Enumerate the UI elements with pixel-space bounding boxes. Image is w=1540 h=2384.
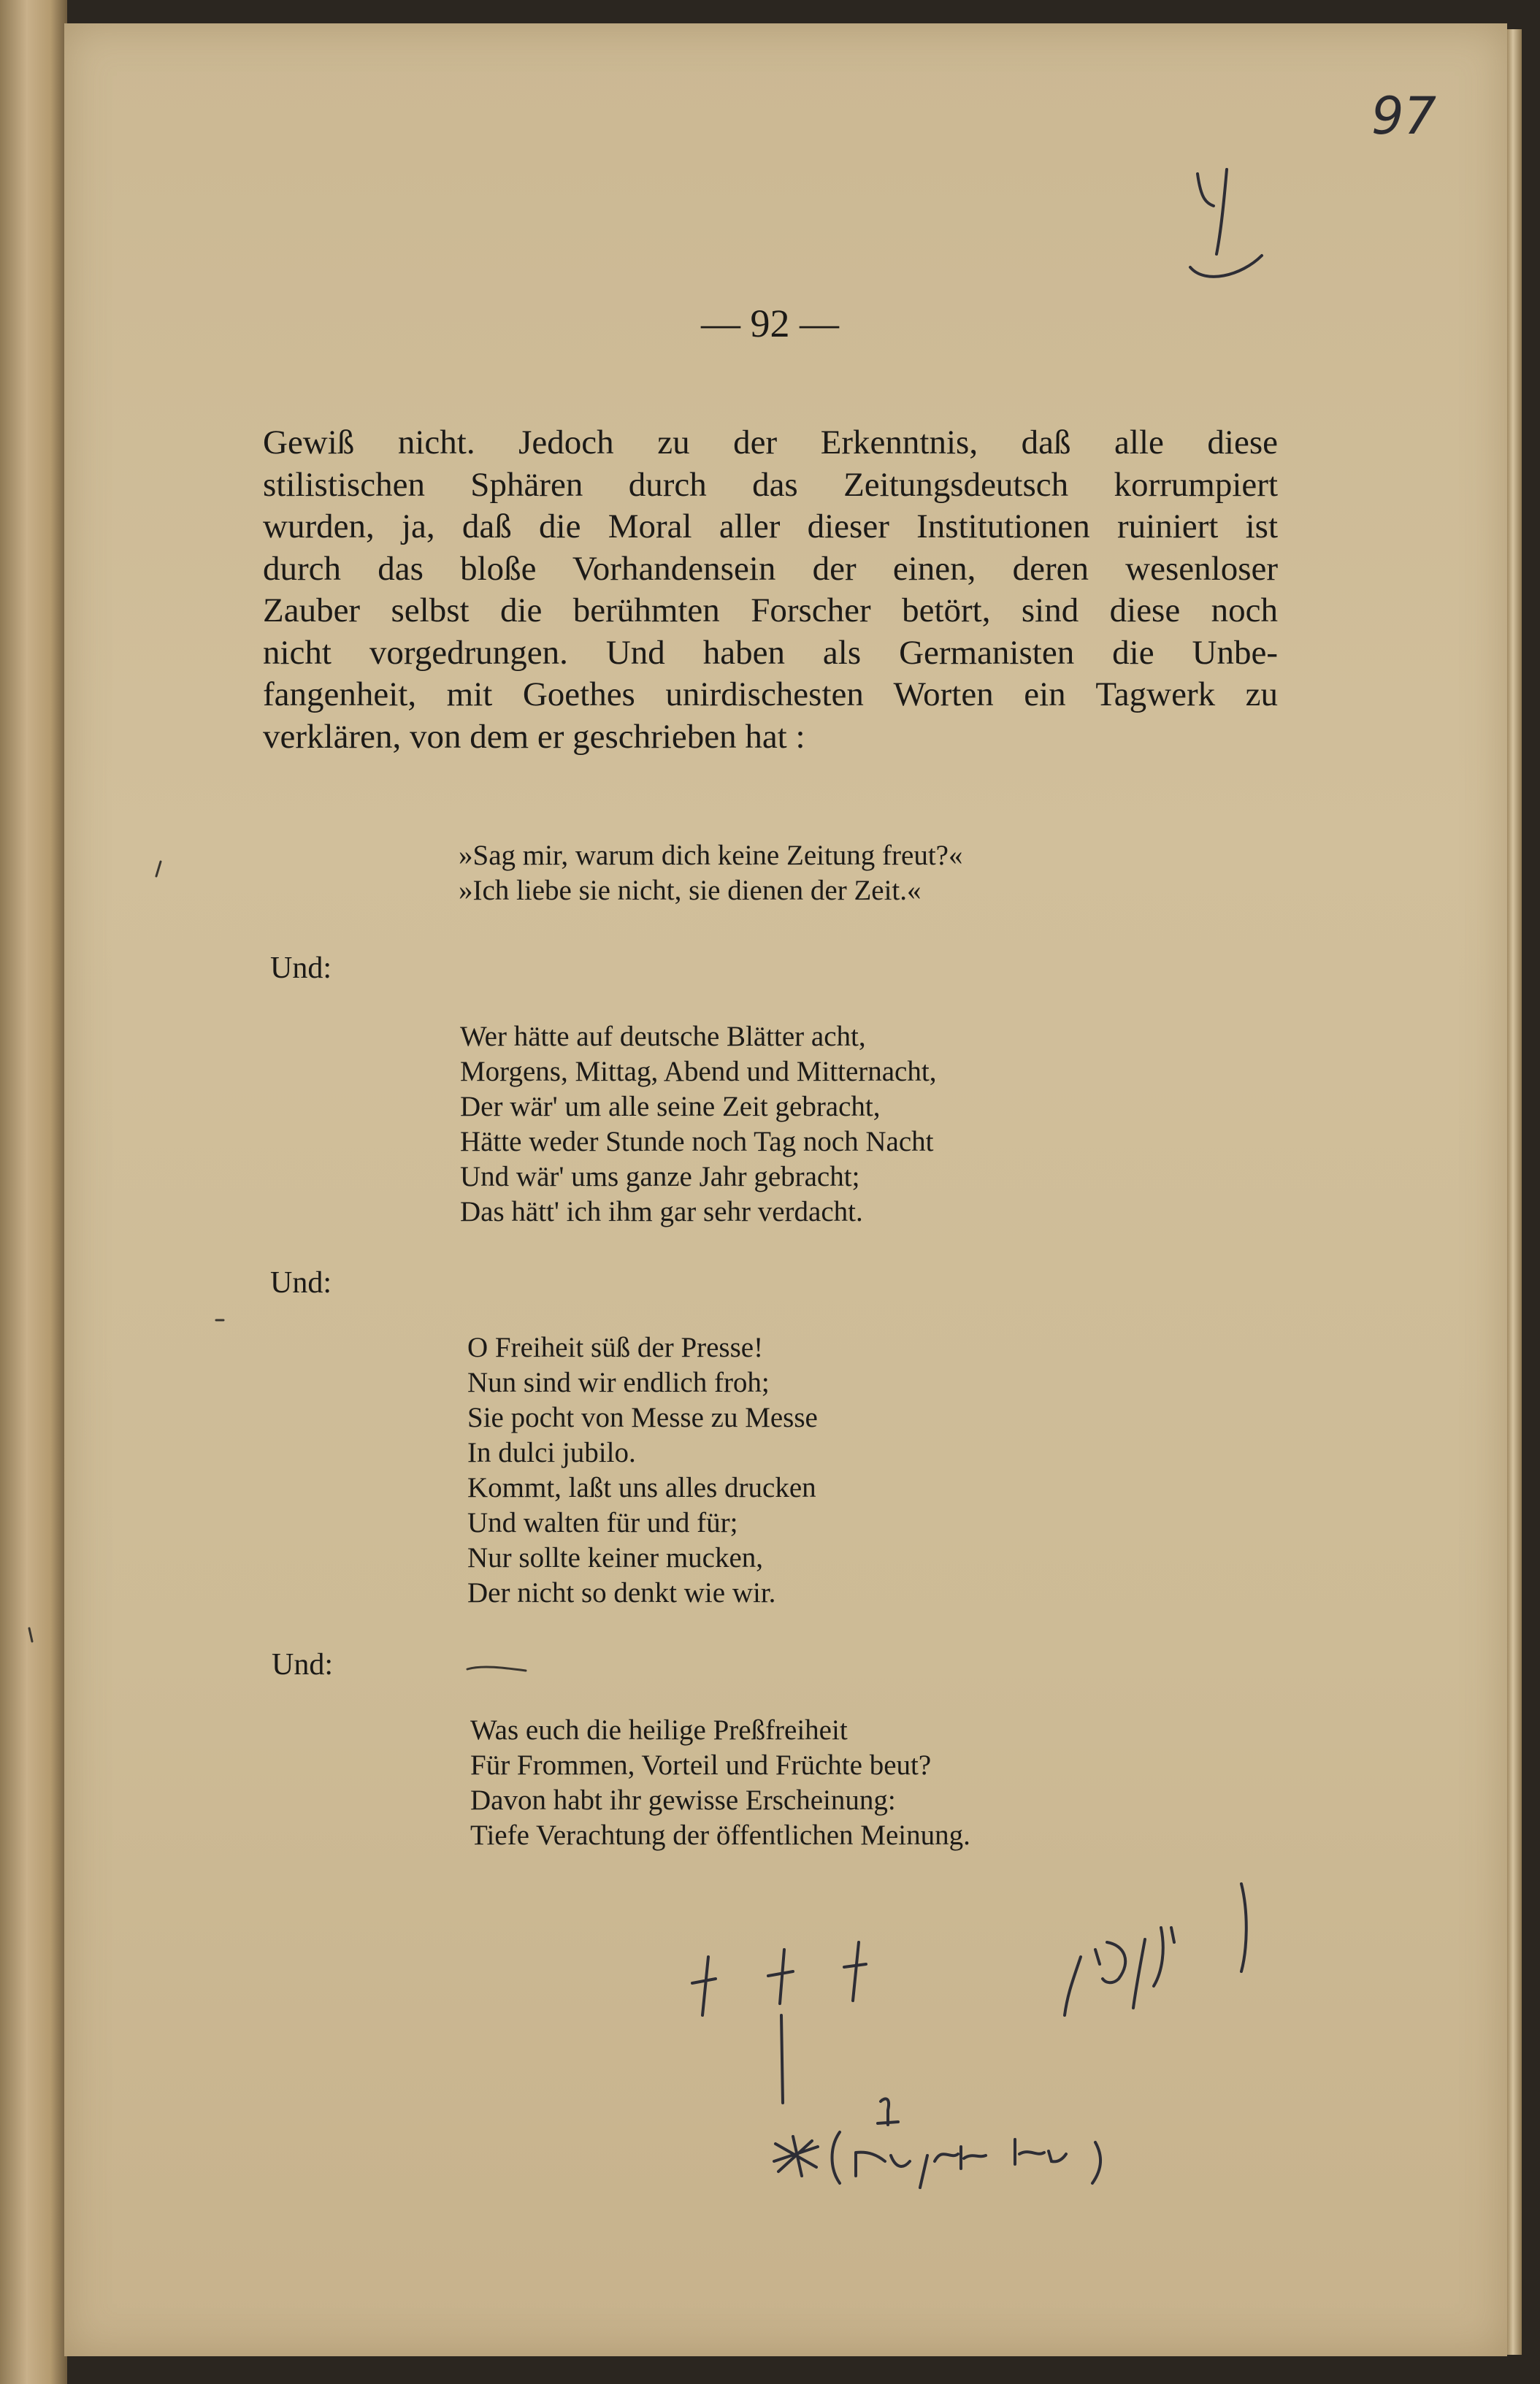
poem-line: Morgens, Mittag, Abend und Mitternacht, — [460, 1056, 937, 1087]
poem-line: Der wär' um alle seine Zeit gebracht, — [460, 1091, 881, 1122]
poem-line: Nur sollte keiner mucken, — [467, 1542, 764, 1574]
paragraph-line: stilistischen Sphären durch das Zeitungsdeutsch korrumpiert — [263, 465, 1278, 504]
poem-line: Der nicht so denkt wie wir. — [467, 1577, 776, 1609]
poem-line: Was euch die heilige Preßfreiheit — [470, 1714, 848, 1746]
poem-line: Nun sind wir endlich froh; — [467, 1367, 770, 1398]
und-label: Und: — [272, 1648, 333, 1682]
poem-line: O Freiheit süß der Presse! — [467, 1332, 764, 1363]
poem-line: Und walten für und für; — [467, 1507, 738, 1538]
paragraph-line: nicht vorgedrungen. Und haben als Germanisten die Unbe- — [263, 633, 1278, 672]
poem-line: Wer hätte auf deutsche Blätter acht, — [460, 1021, 866, 1052]
paragraph-line: durch das bloße Vorhandensein der einen, deren wesenloser — [263, 549, 1278, 588]
handwritten-folio-number: 97 — [1371, 86, 1437, 146]
paragraph-line: Gewiß nicht. Jedoch zu der Erkenntnis, daß alle diese — [263, 423, 1278, 461]
poem-line: Für Frommen, Vorteil und Früchte beut? — [470, 1749, 932, 1781]
paragraph-line: verklären, von dem er geschrieben hat : — [263, 717, 805, 756]
paragraph-line: wurden, ja, daß die Moral aller dieser Institutionen ruiniert ist — [263, 507, 1278, 545]
poem-line: Das hätt' ich ihm gar sehr verdacht. — [460, 1196, 863, 1227]
quote-line: »Ich liebe sie nicht, sie dienen der Zeit.« — [459, 875, 922, 906]
poem-line: Sie pocht von Messe zu Messe — [467, 1402, 818, 1433]
poem-line: Hätte weder Stunde noch Tag noch Nacht — [460, 1126, 934, 1157]
und-label: Und: — [270, 1266, 332, 1300]
poem-line: In dulci jubilo. — [467, 1437, 636, 1468]
poem-line: Davon habt ihr gewisse Erscheinung: — [470, 1785, 896, 1816]
paragraph-line: Zauber selbst die berühmten Forscher betört, sind diese noch — [263, 591, 1278, 629]
paragraph-line: fangenheit, mit Goethes unirdischesten Worten ein Tagwerk zu — [263, 675, 1278, 713]
poem-line: Tiefe Verachtung der öffentlichen Meinung. — [470, 1820, 970, 1851]
poem-line: Kommt, laßt uns alles drucken — [467, 1472, 816, 1503]
und-label: Und: — [270, 951, 332, 985]
printed-page-number: — 92 — — [701, 302, 839, 345]
quote-line: »Sag mir, warum dich keine Zeitung freut?« — [459, 840, 963, 871]
poem-line: Und wär' ums ganze Jahr gebracht; — [460, 1161, 860, 1192]
